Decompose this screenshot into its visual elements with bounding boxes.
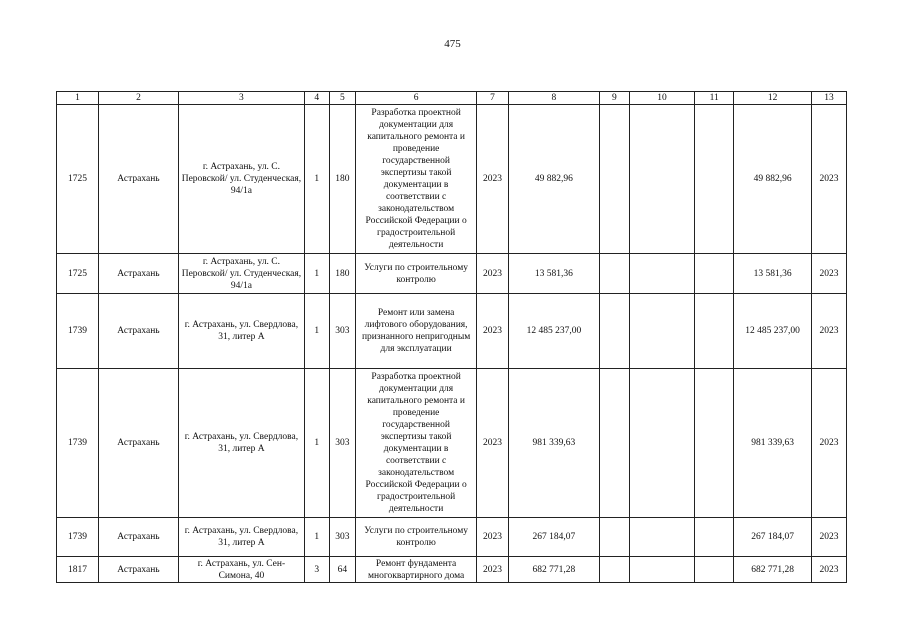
- cost-fund: 12 485 237,00: [734, 294, 812, 369]
- col-5-value: 180: [329, 105, 356, 254]
- column-header: 5: [329, 92, 356, 105]
- col-9-value: [600, 294, 630, 369]
- column-header: 3: [178, 92, 304, 105]
- column-header: 2: [99, 92, 179, 105]
- col-9-value: [600, 254, 630, 294]
- table-row: [57, 557, 847, 583]
- col-5-value: 303: [329, 369, 356, 518]
- column-header: 6: [356, 92, 477, 105]
- col-5-value: 303: [329, 518, 356, 557]
- municipality: Астрахань: [99, 557, 179, 583]
- cost-fund: 682 771,28: [734, 557, 812, 583]
- work-type: Услуги по строительному контролю: [356, 254, 477, 294]
- col-10-value: [629, 369, 695, 518]
- cost-total: 12 485 237,00: [508, 294, 599, 369]
- house-id: 1725: [57, 105, 99, 254]
- cost-fund: 49 882,96: [734, 105, 812, 254]
- cost-total: 13 581,36: [508, 254, 599, 294]
- municipality: Астрахань: [99, 254, 179, 294]
- work-type: Разработка проектной документации для капитального ремонта и проведение государственной экспертизы такой документации в соответствии с законодательством Российской Федерации о градостроительной деятельности: [356, 105, 477, 254]
- col-10-value: [629, 557, 695, 583]
- col-4-value: 1: [304, 518, 329, 557]
- address: г. Астрахань, ул. С. Перовской/ ул. Студенческая, 94/1а: [178, 254, 304, 294]
- col-4-value: 1: [304, 254, 329, 294]
- work-type: Разработка проектной документации для капитального ремонта и проведение государственной экспертизы такой документации в соответствии с законодательством Российской Федерации о градостроительной деятельности: [356, 369, 477, 518]
- col-9-value: [600, 105, 630, 254]
- work-type: Ремонт фундамента многоквартирного дома: [356, 557, 477, 583]
- address: г. Астрахань, ул. С. Перовской/ ул. Студенческая, 94/1а: [178, 105, 304, 254]
- cost-total: 981 339,63: [508, 369, 599, 518]
- column-header: 11: [695, 92, 734, 105]
- page-number: 475: [444, 38, 461, 50]
- col-9-value: [600, 369, 630, 518]
- cost-total: 267 184,07: [508, 518, 599, 557]
- column-header: 8: [508, 92, 599, 105]
- column-header: 10: [629, 92, 695, 105]
- col-10-value: [629, 518, 695, 557]
- table-row: [57, 105, 847, 254]
- col-11-value: [695, 254, 734, 294]
- cost-total: 682 771,28: [508, 557, 599, 583]
- col-9-value: [600, 557, 630, 583]
- municipality: Астрахань: [99, 105, 179, 254]
- year-end: 2023: [812, 105, 847, 254]
- cost-fund: 267 184,07: [734, 518, 812, 557]
- col-11-value: [695, 557, 734, 583]
- table-row: [57, 369, 847, 518]
- col-4-value: 1: [304, 105, 329, 254]
- municipality: Астрахань: [99, 518, 179, 557]
- year-end: 2023: [812, 518, 847, 557]
- table-row: [57, 294, 847, 369]
- year: 2023: [477, 254, 509, 294]
- year: 2023: [477, 294, 509, 369]
- year: 2023: [477, 369, 509, 518]
- house-id: 1739: [57, 294, 99, 369]
- column-header: 7: [477, 92, 509, 105]
- col-4-value: 1: [304, 294, 329, 369]
- column-header: 9: [600, 92, 630, 105]
- register-table: [56, 91, 847, 583]
- address: г. Астрахань, ул. Свердлова, 31, литер А: [178, 369, 304, 518]
- col-10-value: [629, 294, 695, 369]
- table-row: [57, 518, 847, 557]
- house-id: 1739: [57, 369, 99, 518]
- col-4-value: 3: [304, 557, 329, 583]
- house-id: 1739: [57, 518, 99, 557]
- col-4-value: 1: [304, 369, 329, 518]
- municipality: Астрахань: [99, 294, 179, 369]
- year-end: 2023: [812, 254, 847, 294]
- col-11-value: [695, 105, 734, 254]
- col-11-value: [695, 294, 734, 369]
- col-10-value: [629, 105, 695, 254]
- col-10-value: [629, 254, 695, 294]
- column-header: 4: [304, 92, 329, 105]
- col-11-value: [695, 369, 734, 518]
- col-5-value: 180: [329, 254, 356, 294]
- cost-total: 49 882,96: [508, 105, 599, 254]
- house-id: 1725: [57, 254, 99, 294]
- year: 2023: [477, 105, 509, 254]
- house-id: 1817: [57, 557, 99, 583]
- year-end: 2023: [812, 294, 847, 369]
- table-row: [57, 254, 847, 294]
- municipality: Астрахань: [99, 369, 179, 518]
- col-11-value: [695, 518, 734, 557]
- work-type: Услуги по строительному контролю: [356, 518, 477, 557]
- year-end: 2023: [812, 369, 847, 518]
- col-9-value: [600, 518, 630, 557]
- column-header: 1: [57, 92, 99, 105]
- address: г. Астрахань, ул. Сен-Симона, 40: [178, 557, 304, 583]
- cost-fund: 981 339,63: [734, 369, 812, 518]
- column-header: 13: [812, 92, 847, 105]
- cost-fund: 13 581,36: [734, 254, 812, 294]
- work-type: Ремонт или замена лифтового оборудования, признанного непригодным для эксплуатации: [356, 294, 477, 369]
- col-5-value: 64: [329, 557, 356, 583]
- col-5-value: 303: [329, 294, 356, 369]
- column-header: 12: [734, 92, 812, 105]
- address: г. Астрахань, ул. Свердлова, 31, литер А: [178, 294, 304, 369]
- year: 2023: [477, 557, 509, 583]
- address: г. Астрахань, ул. Свердлова, 31, литер А: [178, 518, 304, 557]
- column-number-row: [57, 92, 847, 105]
- year: 2023: [477, 518, 509, 557]
- year-end: 2023: [812, 557, 847, 583]
